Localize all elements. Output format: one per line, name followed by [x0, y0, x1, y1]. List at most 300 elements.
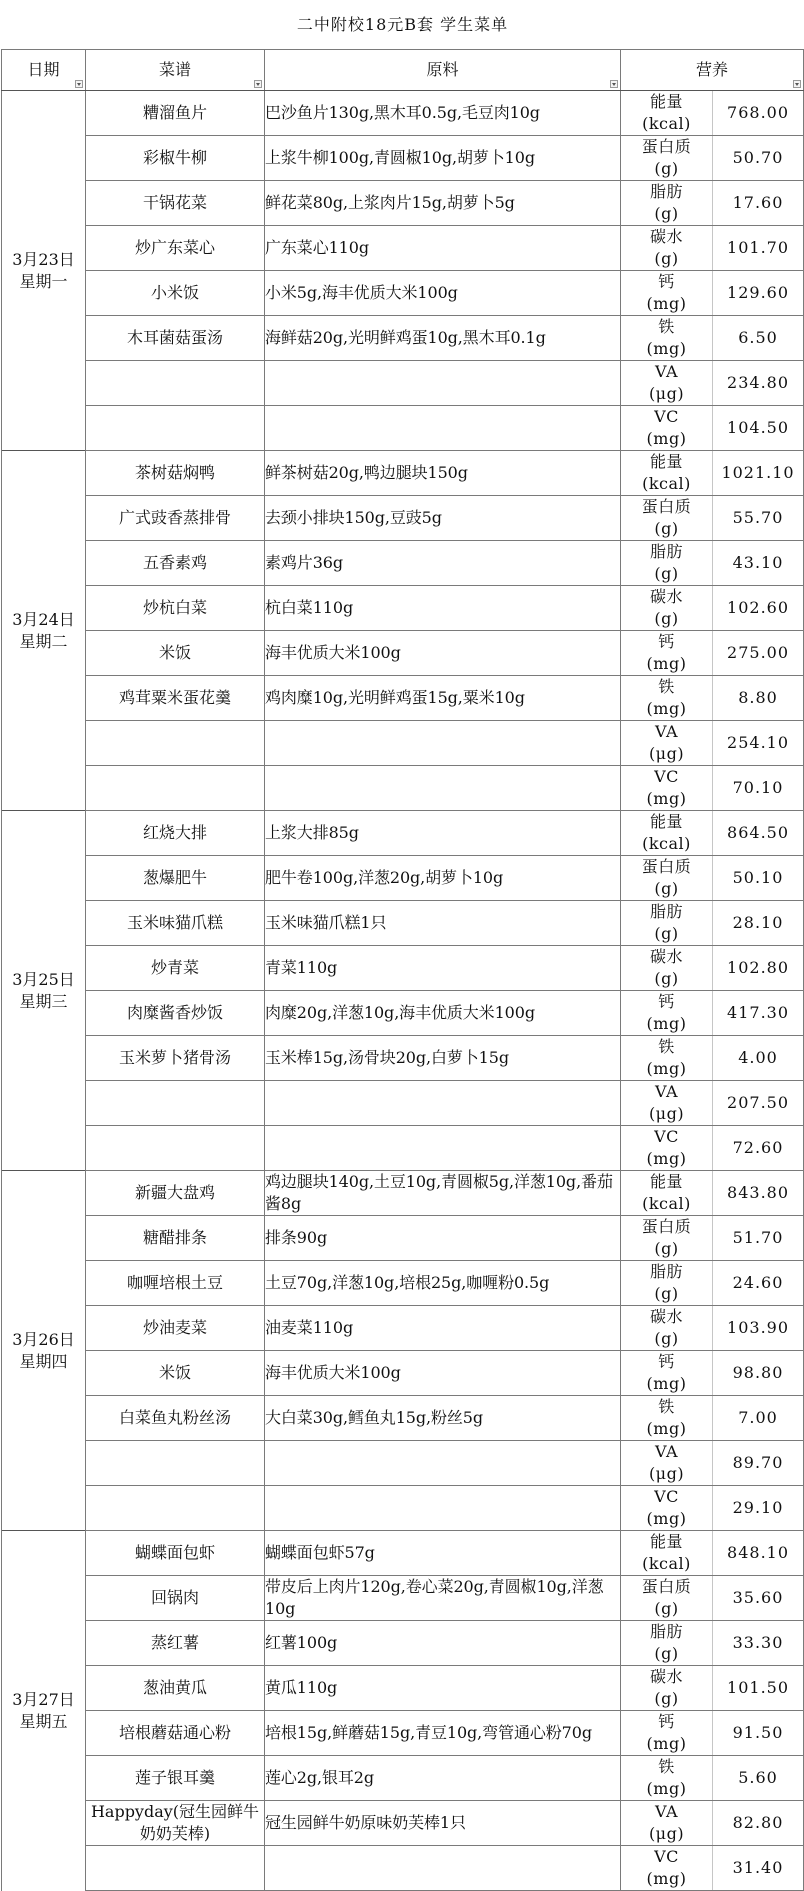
nutrient-name: 碳水: [649, 227, 683, 246]
nutrient-unit: (μg): [648, 1824, 685, 1843]
ingredients-cell[interactable]: 广东菜心110g: [265, 226, 621, 271]
table-row: [2, 541, 804, 586]
table-row: [2, 856, 804, 901]
nutrient-unit: (mg): [646, 1374, 687, 1393]
ingredients-cell[interactable]: [265, 1846, 621, 1891]
nutrient-label-cell[interactable]: [621, 181, 713, 226]
table-row: [2, 361, 804, 406]
ingredients-cell[interactable]: 杭白菜110g: [265, 586, 621, 631]
nutrient-unit: (g): [654, 879, 679, 898]
nutrient-value-cell[interactable]: 50.10: [713, 856, 804, 901]
nutrient-label-cell[interactable]: [621, 586, 713, 631]
nutrient-name: VA: [654, 362, 679, 381]
nutrient-unit: (kcal): [642, 1194, 691, 1213]
nutrient-name: 铁: [658, 677, 675, 696]
nutrient-label-cell[interactable]: [621, 541, 713, 586]
nutrient-name: VA: [654, 1802, 679, 1821]
nutrient-name: VA: [654, 722, 679, 741]
nutrient-value-cell[interactable]: 1021.10: [713, 451, 804, 496]
ingredients-cell[interactable]: 蝴蝶面包虾57g: [265, 1531, 621, 1576]
filter-dropdown-icon[interactable]: [254, 80, 262, 88]
nutrient-value-cell[interactable]: 29.10: [713, 1486, 804, 1531]
ingredients-cell[interactable]: 鸡边腿块140g,土豆10g,青圆椒5g,洋葱10g,番茄酱8g: [265, 1171, 621, 1216]
nutrient-name: VC: [654, 1127, 679, 1146]
nutrient-unit: (g): [654, 969, 679, 988]
nutrient-unit: (mg): [646, 1149, 687, 1168]
dish-cell[interactable]: [86, 1081, 265, 1126]
dish-cell[interactable]: 炒青菜: [86, 946, 265, 991]
dish-cell[interactable]: 葱爆肥牛: [86, 856, 265, 901]
dish-cell[interactable]: [86, 1441, 265, 1486]
nutrient-unit: (kcal): [642, 474, 691, 493]
header-nutrition[interactable]: [621, 50, 804, 91]
table-row: [2, 721, 804, 766]
ingredients-cell[interactable]: 青菜110g: [265, 946, 621, 991]
nutrient-value-cell[interactable]: 4.00: [713, 1036, 804, 1081]
dish-cell[interactable]: [86, 1486, 265, 1531]
filter-dropdown-icon[interactable]: [610, 80, 618, 88]
table-row: [2, 1261, 804, 1306]
nutrient-label-cell[interactable]: [621, 1441, 713, 1486]
ingredients-cell[interactable]: 鸡肉糜10g,光明鲜鸡蛋15g,粟米10g: [265, 676, 621, 721]
header-date-label: 日期: [27, 60, 60, 79]
nutrient-label-cell[interactable]: [621, 1171, 713, 1216]
date-label: 3月26日: [12, 1329, 75, 1349]
weekday-label: 星期三: [19, 991, 68, 1011]
nutrient-value-cell[interactable]: 768.00: [713, 91, 804, 136]
dish-cell[interactable]: 培根蘑菇通心粉: [86, 1711, 265, 1756]
dish-cell[interactable]: Happyday(冠生园鲜牛奶奶芙棒): [86, 1801, 265, 1846]
nutrient-label-cell[interactable]: [621, 1216, 713, 1261]
nutrient-label-cell[interactable]: [621, 1756, 713, 1801]
dish-cell[interactable]: 白菜鱼丸粉丝汤: [86, 1396, 265, 1441]
table-row: [2, 91, 804, 136]
nutrient-name: 蛋白质: [641, 857, 692, 876]
dish-cell[interactable]: 炒广东菜心: [86, 226, 265, 271]
ingredients-cell[interactable]: [265, 1441, 621, 1486]
ingredients-cell[interactable]: 油麦菜110g: [265, 1306, 621, 1351]
nutrient-label-cell[interactable]: [621, 1486, 713, 1531]
nutrient-label-cell[interactable]: [621, 136, 713, 181]
nutrient-value-cell[interactable]: 35.60: [713, 1576, 804, 1621]
table-row: [2, 496, 804, 541]
weekday-label: 星期一: [19, 271, 68, 291]
nutrient-value-cell[interactable]: 254.10: [713, 721, 804, 766]
header-dish-label: 菜谱: [158, 60, 191, 79]
dish-cell[interactable]: 炒杭白菜: [86, 586, 265, 631]
nutrient-name: 能量: [649, 1532, 683, 1551]
nutrient-label-cell[interactable]: [621, 946, 713, 991]
ingredients-cell[interactable]: 带皮后上肉片120g,卷心菜20g,青圆椒10g,洋葱10g: [265, 1576, 621, 1621]
nutrient-unit: (kcal): [642, 834, 691, 853]
nutrient-unit: (mg): [646, 699, 687, 718]
ingredients-cell[interactable]: 玉米味猫爪糕1只: [265, 901, 621, 946]
nutrient-unit: (g): [654, 249, 679, 268]
table-row: [2, 136, 804, 181]
dish-cell[interactable]: 彩椒牛柳: [86, 136, 265, 181]
nutrient-value-cell[interactable]: 6.50: [713, 316, 804, 361]
table-row: [2, 1036, 804, 1081]
table-row: [2, 1351, 804, 1396]
weekday-label: 星期五: [19, 1711, 68, 1731]
dish-cell[interactable]: 炒油麦菜: [86, 1306, 265, 1351]
nutrient-value-cell[interactable]: 848.10: [713, 1531, 804, 1576]
nutrient-name: 碳水: [649, 947, 683, 966]
ingredients-cell[interactable]: [265, 1081, 621, 1126]
header-dish[interactable]: [86, 50, 265, 91]
header-date[interactable]: [2, 50, 86, 91]
table-row: [2, 1756, 804, 1801]
ingredients-cell[interactable]: 素鸡片36g: [265, 541, 621, 586]
nutrient-value-cell[interactable]: 129.60: [713, 271, 804, 316]
nutrient-name: 能量: [649, 812, 683, 831]
date-label: 3月23日: [12, 249, 75, 269]
ingredients-cell[interactable]: [265, 721, 621, 766]
nutrient-unit: (μg): [648, 1104, 685, 1123]
nutrient-name: 蛋白质: [641, 497, 692, 516]
nutrient-label-cell[interactable]: [621, 1036, 713, 1081]
table-row: [2, 1126, 804, 1171]
nutrient-label-cell[interactable]: [621, 1711, 713, 1756]
nutrient-name: 蛋白质: [641, 1577, 692, 1596]
nutrient-value-cell[interactable]: 843.80: [713, 1171, 804, 1216]
date-label: 3月24日: [12, 609, 75, 629]
dish-cell[interactable]: 咖喱培根土豆: [86, 1261, 265, 1306]
dish-cell[interactable]: 糖醋排条: [86, 1216, 265, 1261]
nutrient-value-cell[interactable]: 55.70: [713, 496, 804, 541]
ingredients-cell[interactable]: 上浆牛柳100g,青圆椒10g,胡萝卜10g: [265, 136, 621, 181]
dish-cell[interactable]: 新疆大盘鸡: [86, 1171, 265, 1216]
nutrient-unit: (g): [654, 159, 679, 178]
nutrient-label-cell[interactable]: [621, 1306, 713, 1351]
weekday-label: 星期四: [19, 1351, 68, 1371]
date-cell[interactable]: [2, 1171, 86, 1531]
dish-cell[interactable]: 莲子银耳羹: [86, 1756, 265, 1801]
nutrient-value-cell[interactable]: 28.10: [713, 901, 804, 946]
table-row: [2, 226, 804, 271]
nutrient-label-cell[interactable]: [621, 721, 713, 766]
nutrient-value-cell[interactable]: 98.80: [713, 1351, 804, 1396]
nutrient-label-cell[interactable]: [621, 361, 713, 406]
ingredients-cell[interactable]: 鲜茶树菇20g,鸭边腿块150g: [265, 451, 621, 496]
dish-cell[interactable]: 回锅肉: [86, 1576, 265, 1621]
header-ingredients-label: 原料: [426, 60, 459, 79]
dish-cell[interactable]: [86, 766, 265, 811]
nutrient-value-cell[interactable]: 8.80: [713, 676, 804, 721]
table-row: [2, 586, 804, 631]
nutrient-name: 能量: [649, 92, 683, 111]
dish-cell[interactable]: 小米饭: [86, 271, 265, 316]
nutrient-label-cell[interactable]: [621, 451, 713, 496]
nutrient-value-cell[interactable]: 33.30: [713, 1621, 804, 1666]
nutrient-label-cell[interactable]: [621, 271, 713, 316]
page-title: 二中附校18元B套 学生菜单: [2, 0, 804, 50]
nutrient-unit: (mg): [646, 1779, 687, 1798]
nutrient-unit: (mg): [646, 1509, 687, 1528]
ingredients-cell[interactable]: 肥牛卷100g,洋葱20g,胡萝卜10g: [265, 856, 621, 901]
nutrient-name: VC: [654, 1487, 679, 1506]
nutrient-name: 脂肪: [649, 902, 683, 921]
nutrient-label-cell[interactable]: [621, 856, 713, 901]
date-label: 3月25日: [12, 969, 75, 989]
nutrient-unit: (g): [654, 609, 679, 628]
date-cell[interactable]: [2, 451, 86, 811]
nutrient-name: 铁: [658, 1757, 675, 1776]
nutrient-unit: (mg): [646, 429, 687, 448]
ingredients-cell[interactable]: 巴沙鱼片130g,黑木耳0.5g,毛豆肉10g: [265, 91, 621, 136]
nutrient-name: 钙: [658, 1712, 675, 1731]
table-row: [2, 1531, 804, 1576]
nutrient-unit: (g): [654, 1284, 679, 1303]
nutrient-unit: (mg): [646, 339, 687, 358]
dish-cell[interactable]: 肉糜酱香炒饭: [86, 991, 265, 1036]
nutrient-name: 蛋白质: [641, 137, 692, 156]
dish-cell[interactable]: 干锅花菜: [86, 181, 265, 226]
nutrient-label-cell[interactable]: [621, 1081, 713, 1126]
nutrient-label-cell[interactable]: [621, 991, 713, 1036]
nutrient-name: 能量: [649, 1172, 683, 1191]
nutrient-name: 钙: [658, 632, 675, 651]
nutrient-unit: (g): [654, 1644, 679, 1663]
ingredients-cell[interactable]: 土豆70g,洋葱10g,培根25g,咖喱粉0.5g: [265, 1261, 621, 1306]
table-row: [2, 901, 804, 946]
nutrient-unit: (kcal): [642, 1554, 691, 1573]
ingredients-cell[interactable]: [265, 1486, 621, 1531]
nutrient-label-cell[interactable]: [621, 91, 713, 136]
ingredients-cell[interactable]: [265, 766, 621, 811]
weekday-label: 星期二: [19, 631, 68, 651]
nutrient-name: 脂肪: [649, 1622, 683, 1641]
nutrient-label-cell[interactable]: [621, 1666, 713, 1711]
dish-cell[interactable]: [86, 1126, 265, 1171]
dish-cell[interactable]: 茶树菇焖鸭: [86, 451, 265, 496]
menu-table: [1, 0, 804, 1891]
nutrient-unit: (μg): [648, 384, 685, 403]
nutrient-label-cell[interactable]: [621, 811, 713, 856]
nutrient-value-cell[interactable]: 101.50: [713, 1666, 804, 1711]
ingredients-cell[interactable]: 黄瓜110g: [265, 1666, 621, 1711]
table-row: [2, 316, 804, 361]
nutrient-name: VA: [654, 1082, 679, 1101]
nutrient-value-cell[interactable]: 234.80: [713, 361, 804, 406]
nutrient-value-cell[interactable]: 31.40: [713, 1846, 804, 1891]
table-row: [2, 1171, 804, 1216]
nutrient-value-cell[interactable]: 72.60: [713, 1126, 804, 1171]
nutrient-label-cell[interactable]: [621, 1531, 713, 1576]
ingredients-cell[interactable]: [265, 406, 621, 451]
table-row: [2, 1666, 804, 1711]
dish-cell[interactable]: 蝴蝶面包虾: [86, 1531, 265, 1576]
nutrient-label-cell[interactable]: [621, 676, 713, 721]
ingredients-cell[interactable]: 红薯100g: [265, 1621, 621, 1666]
nutrient-value-cell[interactable]: 5.60: [713, 1756, 804, 1801]
table-row: [2, 271, 804, 316]
ingredients-cell[interactable]: 莲心2g,银耳2g: [265, 1756, 621, 1801]
nutrient-label-cell[interactable]: [621, 1261, 713, 1306]
nutrient-label-cell[interactable]: [621, 1621, 713, 1666]
nutrient-name: 铁: [658, 1037, 675, 1056]
nutrient-value-cell[interactable]: 82.80: [713, 1801, 804, 1846]
table-row: [2, 451, 804, 496]
nutrient-value-cell[interactable]: 207.50: [713, 1081, 804, 1126]
table-row: [2, 1621, 804, 1666]
table-row: [2, 1576, 804, 1621]
ingredients-cell[interactable]: 海鲜菇20g,光明鲜鸡蛋10g,黑木耳0.1g: [265, 316, 621, 361]
nutrient-name: 蛋白质: [641, 1217, 692, 1236]
filter-dropdown-icon[interactable]: [793, 80, 801, 88]
nutrient-name: 脂肪: [649, 1262, 683, 1281]
table-row: [2, 991, 804, 1036]
nutrient-label-cell[interactable]: [621, 631, 713, 676]
table-row: [2, 406, 804, 451]
dish-cell[interactable]: [86, 406, 265, 451]
nutrient-unit: (g): [654, 1689, 679, 1708]
nutrient-unit: (μg): [648, 744, 685, 763]
table-row: [2, 631, 804, 676]
table-row: [2, 811, 804, 856]
nutrient-unit: (g): [654, 564, 679, 583]
nutrient-unit: (μg): [648, 1464, 685, 1483]
nutrient-label-cell[interactable]: [621, 1846, 713, 1891]
ingredients-cell[interactable]: 鲜花菜80g,上浆肉片15g,胡萝卜5g: [265, 181, 621, 226]
nutrient-name: VC: [654, 407, 679, 426]
date-label: 3月27日: [12, 1689, 75, 1709]
nutrient-name: VC: [654, 1847, 679, 1866]
nutrient-unit: (mg): [646, 789, 687, 808]
nutrient-value-cell[interactable]: 7.00: [713, 1396, 804, 1441]
dish-cell[interactable]: 米饭: [86, 1351, 265, 1396]
nutrient-name: 能量: [649, 452, 683, 471]
nutrient-value-cell[interactable]: 24.60: [713, 1261, 804, 1306]
ingredients-cell[interactable]: 大白菜30g,鳕鱼丸15g,粉丝5g: [265, 1396, 621, 1441]
nutrient-name: 钙: [658, 992, 675, 1011]
nutrient-label-cell[interactable]: [621, 226, 713, 271]
nutrient-value-cell[interactable]: 43.10: [713, 541, 804, 586]
dish-cell[interactable]: [86, 1846, 265, 1891]
date-cell[interactable]: [2, 91, 86, 451]
table-row: [2, 1396, 804, 1441]
date-cell[interactable]: [2, 811, 86, 1171]
ingredients-cell[interactable]: 小米5g,海丰优质大米100g: [265, 271, 621, 316]
nutrient-name: VC: [654, 767, 679, 786]
table-row: [2, 1801, 804, 1846]
ingredients-cell[interactable]: [265, 1126, 621, 1171]
nutrient-label-cell[interactable]: [621, 1396, 713, 1441]
nutrient-name: 钙: [658, 1352, 675, 1371]
nutrient-unit: (g): [654, 1329, 679, 1348]
nutrient-label-cell[interactable]: [621, 766, 713, 811]
ingredients-cell[interactable]: 海丰优质大米100g: [265, 631, 621, 676]
nutrient-name: 铁: [658, 1397, 675, 1416]
dish-cell[interactable]: 糟溜鱼片: [86, 91, 265, 136]
dish-cell[interactable]: 木耳菌菇蛋汤: [86, 316, 265, 361]
nutrient-value-cell[interactable]: 417.30: [713, 991, 804, 1036]
dish-cell[interactable]: [86, 721, 265, 766]
nutrient-unit: (g): [654, 519, 679, 538]
nutrient-label-cell[interactable]: [621, 901, 713, 946]
nutrient-value-cell[interactable]: 17.60: [713, 181, 804, 226]
nutrient-value-cell[interactable]: 91.50: [713, 1711, 804, 1756]
date-cell[interactable]: [2, 1531, 86, 1891]
nutrient-name: 脂肪: [649, 542, 683, 561]
nutrient-name: 碳水: [649, 1667, 683, 1686]
ingredients-cell[interactable]: 培根15g,鲜蘑菇15g,青豆10g,弯管通心粉70g: [265, 1711, 621, 1756]
dish-cell[interactable]: [86, 361, 265, 406]
nutrient-unit: (kcal): [642, 114, 691, 133]
ingredients-cell[interactable]: 去颈小排块150g,豆豉5g: [265, 496, 621, 541]
nutrient-value-cell[interactable]: 70.10: [713, 766, 804, 811]
ingredients-cell[interactable]: 海丰优质大米100g: [265, 1351, 621, 1396]
table-row: [2, 181, 804, 226]
table-row: [2, 676, 804, 721]
nutrient-name: 钙: [658, 272, 675, 291]
nutrient-label-cell[interactable]: [621, 316, 713, 361]
table-row: [2, 1486, 804, 1531]
nutrient-unit: (mg): [646, 1014, 687, 1033]
ingredients-cell[interactable]: 冠生园鲜牛奶原味奶芙棒1只: [265, 1801, 621, 1846]
nutrient-value-cell[interactable]: 103.90: [713, 1306, 804, 1351]
nutrient-unit: (g): [654, 1599, 679, 1618]
nutrient-unit: (mg): [646, 654, 687, 673]
dish-cell[interactable]: 鸡茸粟米蛋花羹: [86, 676, 265, 721]
nutrient-value-cell[interactable]: 104.50: [713, 406, 804, 451]
nutrient-label-cell[interactable]: [621, 1801, 713, 1846]
nutrient-unit: (mg): [646, 1734, 687, 1753]
table-row: [2, 1306, 804, 1351]
ingredients-cell[interactable]: 玉米棒15g,汤骨块20g,白萝卜15g: [265, 1036, 621, 1081]
filter-dropdown-icon[interactable]: [75, 80, 83, 88]
dish-cell[interactable]: 玉米萝卜猪骨汤: [86, 1036, 265, 1081]
dish-cell[interactable]: 广式豉香蒸排骨: [86, 496, 265, 541]
nutrient-value-cell[interactable]: 102.60: [713, 586, 804, 631]
table-row: [2, 1216, 804, 1261]
dish-cell[interactable]: 米饭: [86, 631, 265, 676]
nutrient-unit: (mg): [646, 294, 687, 313]
dish-cell[interactable]: 红烧大排: [86, 811, 265, 856]
nutrient-label-cell[interactable]: [621, 1351, 713, 1396]
header-ingredients[interactable]: [265, 50, 621, 91]
nutrient-value-cell[interactable]: 50.70: [713, 136, 804, 181]
nutrient-value-cell[interactable]: 101.70: [713, 226, 804, 271]
nutrient-unit: (mg): [646, 1059, 687, 1078]
nutrient-value-cell[interactable]: 51.70: [713, 1216, 804, 1261]
dish-cell[interactable]: 玉米味猫爪糕: [86, 901, 265, 946]
dish-cell[interactable]: 蒸红薯: [86, 1621, 265, 1666]
dish-cell[interactable]: 五香素鸡: [86, 541, 265, 586]
ingredients-cell[interactable]: 排条90g: [265, 1216, 621, 1261]
nutrient-unit: (mg): [646, 1869, 687, 1888]
table-row: [2, 1846, 804, 1891]
nutrient-value-cell[interactable]: 864.50: [713, 811, 804, 856]
table-row: [2, 766, 804, 811]
nutrient-unit: (g): [654, 924, 679, 943]
nutrient-value-cell[interactable]: 275.00: [713, 631, 804, 676]
table-row: [2, 1441, 804, 1486]
nutrient-name: 铁: [658, 317, 675, 336]
nutrient-label-cell[interactable]: [621, 1576, 713, 1621]
nutrient-label-cell[interactable]: [621, 496, 713, 541]
nutrient-name: 碳水: [649, 1307, 683, 1326]
ingredients-cell[interactable]: 上浆大排85g: [265, 811, 621, 856]
nutrient-value-cell[interactable]: 102.80: [713, 946, 804, 991]
nutrient-label-cell[interactable]: [621, 1126, 713, 1171]
ingredients-cell[interactable]: [265, 361, 621, 406]
dish-cell[interactable]: 葱油黄瓜: [86, 1666, 265, 1711]
nutrient-name: 脂肪: [649, 182, 683, 201]
nutrient-label-cell[interactable]: [621, 406, 713, 451]
nutrient-value-cell[interactable]: 89.70: [713, 1441, 804, 1486]
ingredients-cell[interactable]: 肉糜20g,洋葱10g,海丰优质大米100g: [265, 991, 621, 1036]
